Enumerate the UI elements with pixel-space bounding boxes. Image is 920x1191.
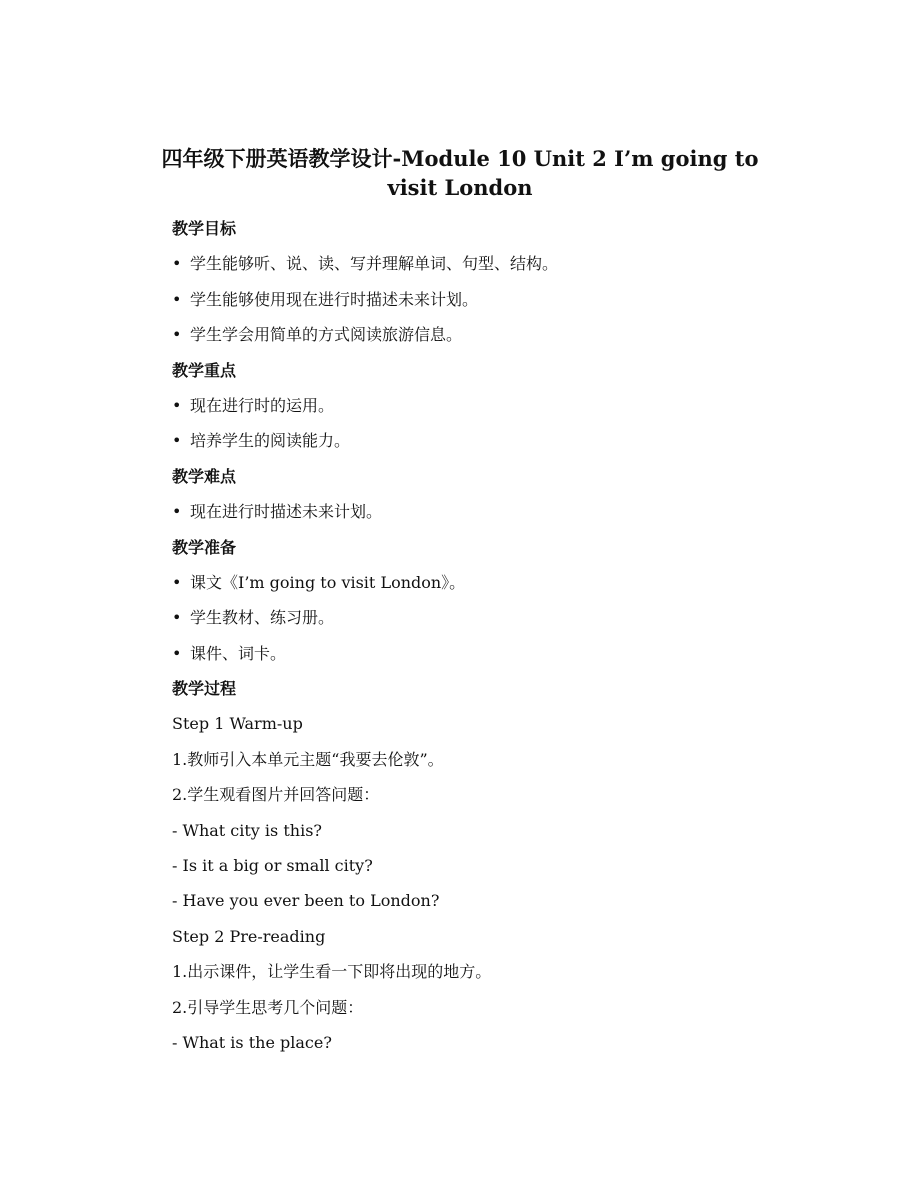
step-1-question: - Is it a big or small city?: [172, 856, 373, 876]
section-heading-difficulties: 教学难点: [172, 466, 237, 486]
bullet-icon: •: [172, 608, 182, 628]
key-point-item: • 现在进行时的运用。: [172, 388, 772, 423]
bullet-icon: •: [172, 431, 182, 451]
objective-item: • 学生能够使用现在进行时描述未来计划。: [172, 282, 772, 317]
document-title: [150, 144, 770, 202]
preparation-item: • 学生教材、练习册。: [172, 600, 772, 635]
preparation-item: • 课件、词卡。: [172, 636, 772, 671]
difficulty-item: • 现在进行时描述未来计划。: [172, 494, 772, 529]
preparation-item: • 课文《I’m going to visit London》。: [172, 565, 772, 600]
step-1-line: 2.学生观看图片并回答问题：: [172, 785, 380, 805]
bullet-icon: •: [172, 325, 182, 345]
step-1-line: 1.教师引入本单元主题“我要去伦敦”。: [172, 749, 444, 769]
bullet-icon: •: [172, 395, 182, 415]
bullet-icon: •: [172, 643, 182, 663]
step-2-title: Step 2 Pre-reading: [172, 926, 326, 946]
key-point-item: • 培养学生的阅读能力。: [172, 423, 772, 458]
section-heading-objectives: 教学目标: [172, 219, 237, 238]
bullet-icon: •: [172, 254, 182, 274]
step-1-question: - What city is this?: [172, 820, 322, 840]
step-2-question: - What is the place?: [172, 1032, 332, 1052]
document-body: [172, 211, 772, 1060]
title-line-2: visit London: [387, 175, 533, 200]
step-2-line: 2.引导学生思考几个问题：: [172, 997, 364, 1017]
section-heading-preparation: 教学准备: [172, 537, 237, 557]
section-heading-process: 教学过程: [172, 679, 237, 699]
bullet-icon: •: [172, 289, 182, 309]
title-line-1: 四年级下册英语教学设计-Module 10 Unit 2 I’m going to: [161, 146, 759, 171]
bullet-icon: •: [172, 572, 182, 592]
step-2-line: 1.出示课件，让学生看一下即将出现的地方。: [172, 962, 492, 982]
objective-item: • 学生学会用简单的方式阅读旅游信息。: [172, 317, 772, 352]
objective-item: • 学生能够听、说、读、写并理解单词、句型、结构。: [172, 246, 772, 281]
step-1-title: Step 1 Warm-up: [172, 714, 303, 734]
section-heading-key-points: 教学重点: [172, 360, 237, 380]
step-1-question: - Have you ever been to London?: [172, 891, 440, 911]
bullet-icon: •: [172, 502, 182, 522]
